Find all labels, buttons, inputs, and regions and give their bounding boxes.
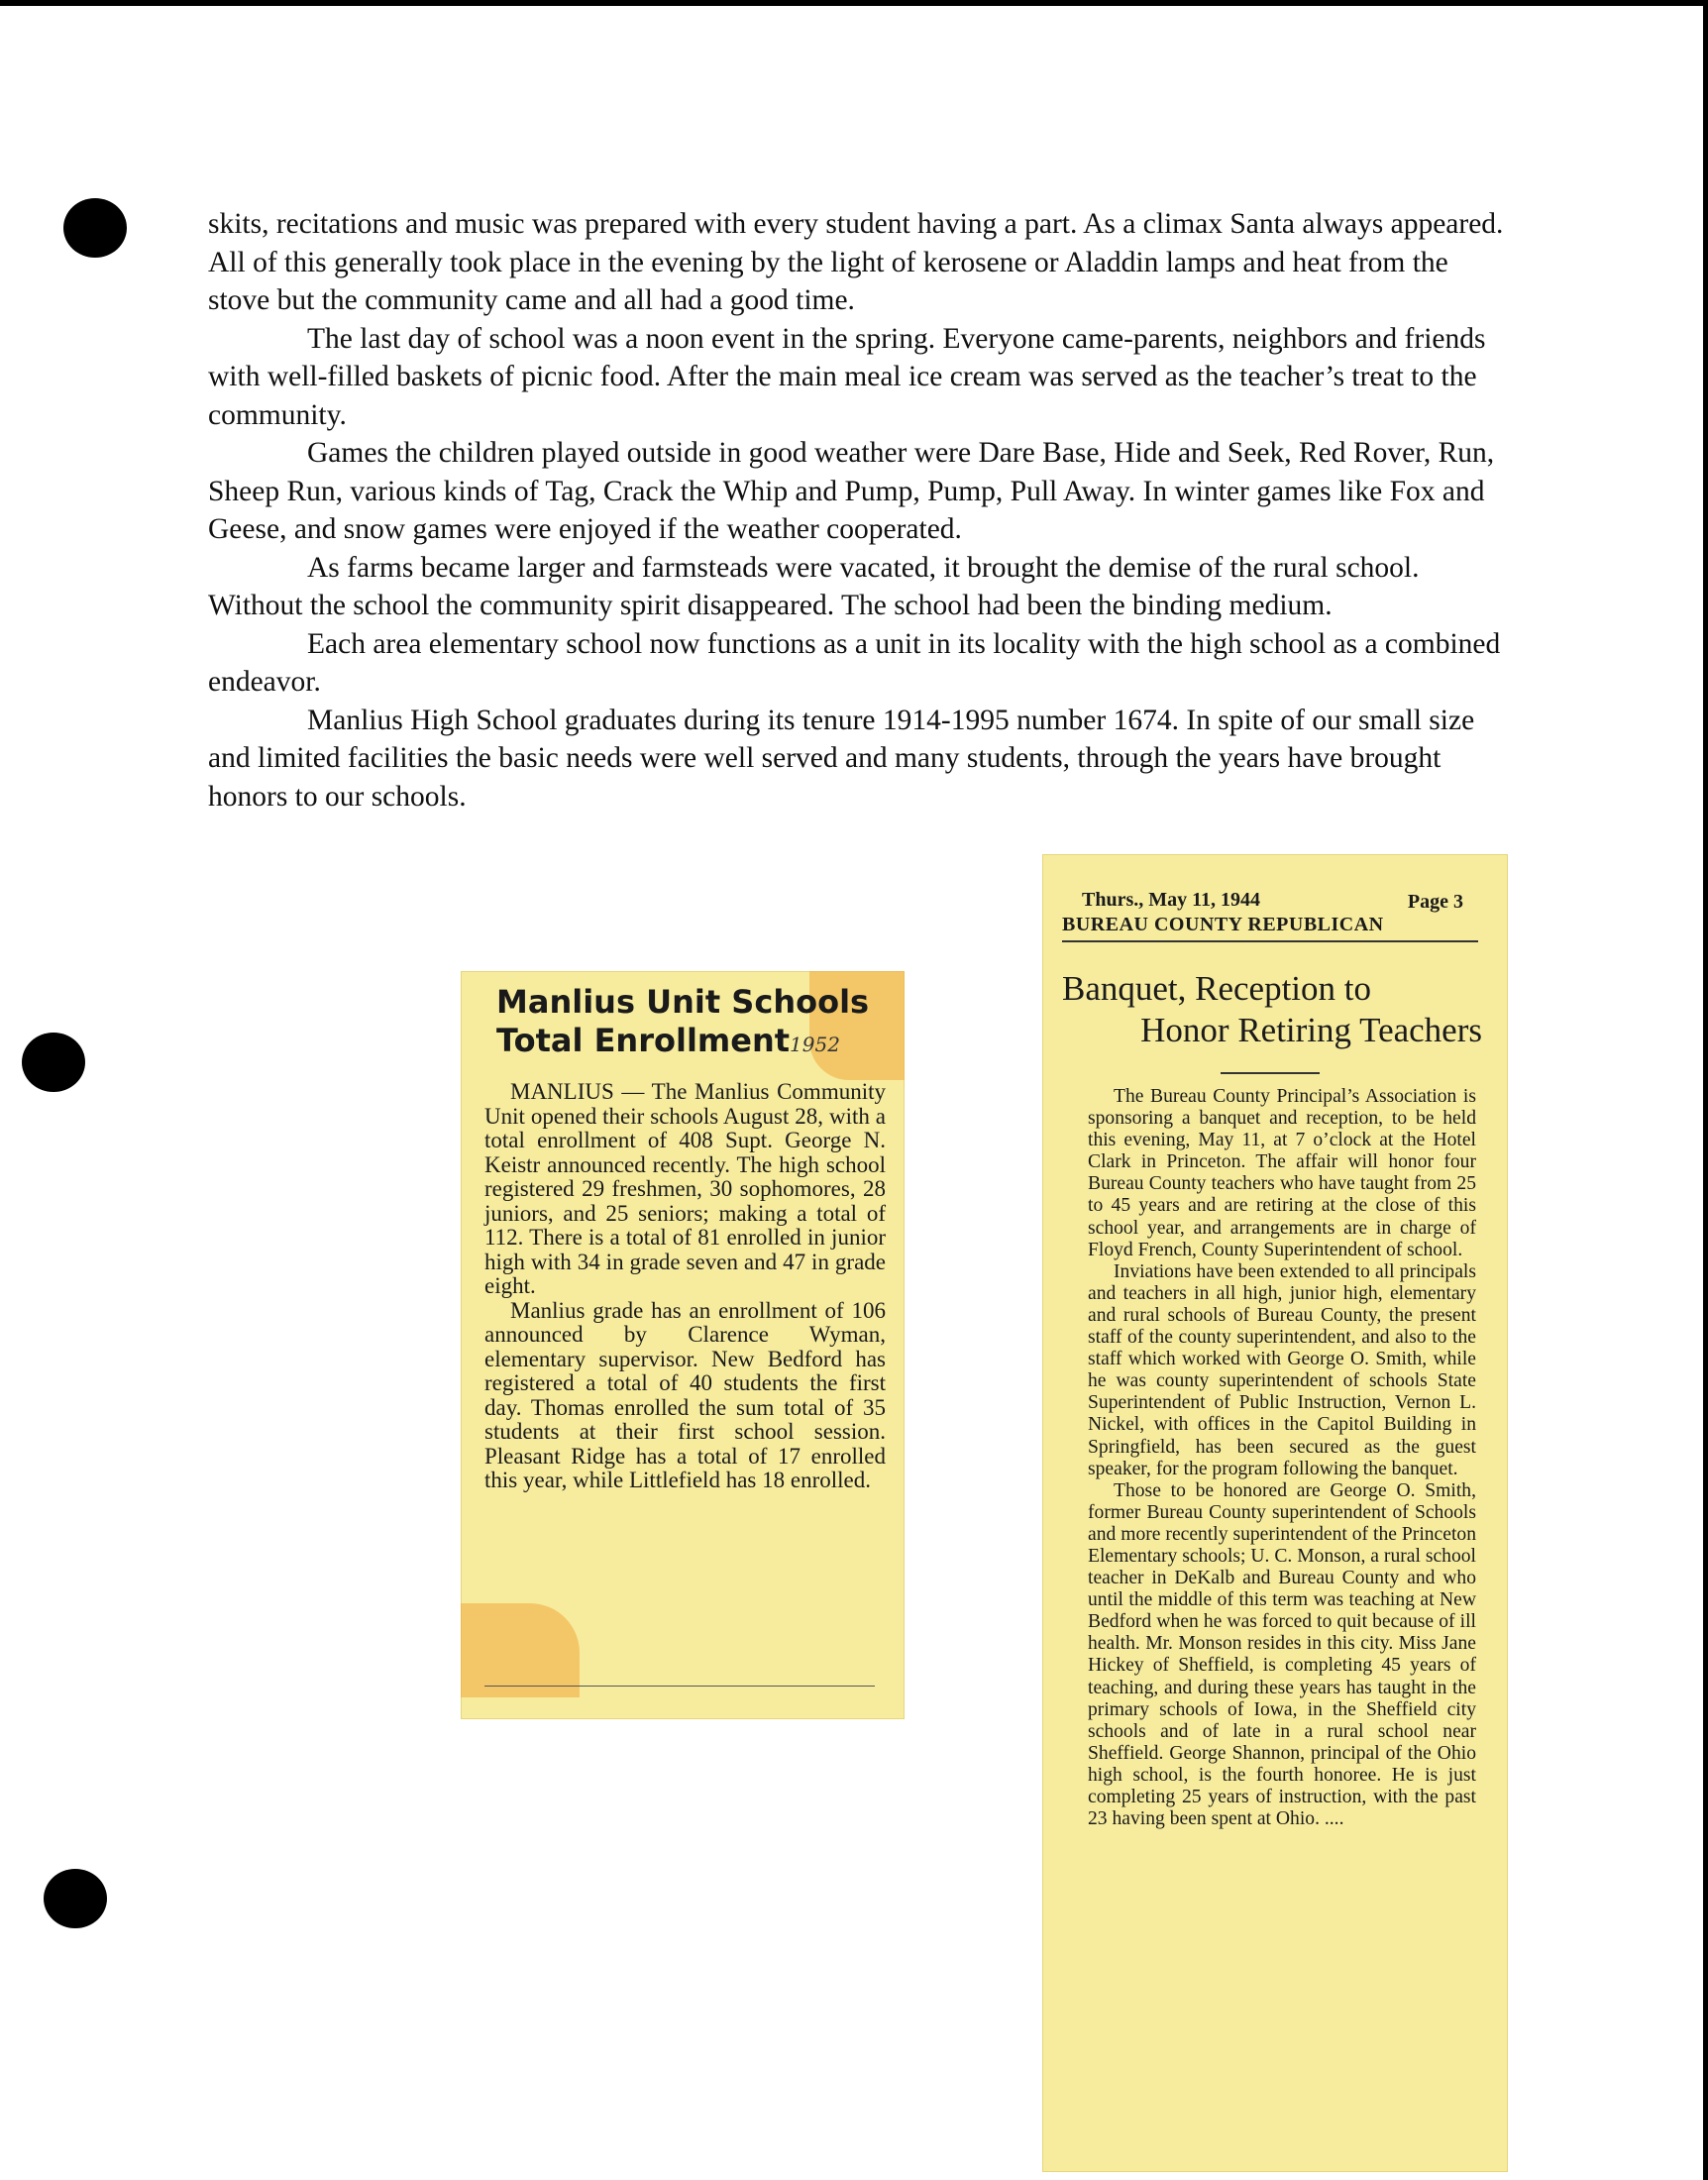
handwritten-year: 1952: [790, 1033, 840, 1056]
paragraph: The last day of school was a noon event in the spring. Everyone came-parents, neighbors and friends with well-filled baskets of picnic food. After the main meal ice cream was served as the teacher’s treat to the community.: [208, 322, 1486, 431]
divider: [1221, 1072, 1320, 1074]
clipping-body: [484, 1080, 886, 1493]
clipping-paragraph: Inviations have been extended to all principals and teachers in all high, junior high, elementary and rural schools of Bureau County, the present staff of the county superintendent, and also to the staff which worked with George O. Smith, while he was county superintendent of schools State Superintendent of Public Instruction, Vernon L. Nickel, with offices in the Capitol Building in Springfield, has been secured as the guest speaker, for the program following the banquet.: [1088, 1260, 1476, 1479]
scan-border-top: [0, 0, 1708, 6]
headline-text: Manlius Unit Schools Total Enrollment: [496, 983, 870, 1059]
paragraph: skits, recitations and music was prepared with every student having a part. As a climax Santa always appeared. All of this generally took place in the evening by the light of kerosene or Aladdin lamps and heat from the stove but the community came and all had a good time.: [208, 208, 1504, 316]
clipping-paragraph: Those to be honored are George O. Smith, former Bureau County superintendent of Schools and more recently superintendent of the Princeton Elementary schools; U. C. Monson, a rural school teacher in DeKalb and Bureau County and who until the middle of this term was teaching at New Bedford when he was forced to quit because of ill health. Mr. Monson resides in this city. Miss Jane Hickey of Sheffield, is completing 45 years of teaching, and during these years has taught in the primary schools of Iowa, in the Sheffield city schools and of late in a rural school near Sheffield. George Shannon, principal of the Ohio high school, is the fourth honoree. He is just completing 25 years of instruction, with the past 23 having been spent at Ohio. ....: [1088, 1479, 1476, 1830]
divider: [484, 1686, 875, 1687]
headline-line: Banquet, Reception to: [1062, 969, 1372, 1008]
paragraph: Manlius High School graduates during its tenure 1914-1995 number 1674. In spite of our small size and limited facilities the basic needs were well served and many students, through the years have brought honors to our schools.: [208, 704, 1475, 813]
clipping-page: Page 3: [1407, 891, 1463, 913]
clipping-headline: [496, 983, 893, 1064]
typed-history-text: [208, 205, 1506, 816]
clipping-body: [1088, 1086, 1476, 1830]
newspaper-clipping-enrollment: [461, 971, 905, 1719]
binder-hole-top: [63, 198, 127, 258]
newspaper-name: BUREAU COUNTY REPUBLICAN: [1062, 914, 1478, 942]
clipping-paragraph: The Bureau County Principal’s Association is sponsoring a banquet and reception, to be held this evening, May 11, at 7 o’clock at the Hotel Clark in Princeton. The affair will honor four Bureau County teachers who have taught from 25 to 45 years and are retiring at the close of this school year, and arrangements are in charge of Floyd French, County Superintendent of school.: [1088, 1086, 1476, 1260]
paragraph: As farms became larger and farmsteads were vacated, it brought the demise of the rural school. Without the school the community spirit disappeared. The school had been the binding medium.: [208, 551, 1420, 621]
clipping-headline: [1062, 968, 1498, 1051]
clipping-date: Thurs., May 11, 1944: [1082, 889, 1261, 911]
paragraph: Each area elementary school now functions as a unit in its locality with the high school as a combined endeavor.: [208, 627, 1501, 698]
clipping-paragraph: MANLIUS — The Manlius Community Unit opened their schools August 28, with a total enrollment of 408 Supt. George N. Keistr announced recently. The high school registered 29 freshmen, 30 sophomores, 28 juniors, and 25 seniors; making a total of 112. There is a total of 81 enrolled in junior high with 34 in grade seven and 47 in grade eight.: [484, 1079, 886, 1298]
binder-hole-middle: [22, 1033, 85, 1092]
newspaper-clipping-banquet: [1042, 854, 1508, 2172]
binder-hole-bottom: [44, 1869, 107, 1928]
scan-border-right: [1703, 0, 1708, 2180]
headline-line: Honor Retiring Teachers: [1140, 1011, 1482, 1049]
clipping-paragraph: Manlius grade has an enrollment of 106 announced by Clarence Wyman, elementary supervisor. New Bedford has registered a total of 40 students the first day. Thomas enrolled the sum total of 35 students at their first school session. Pleasant Ridge has a total of 17 enrolled this year, while Littlefield has 18 enrolled.: [484, 1297, 886, 1492]
paragraph: Games the children played outside in good weather were Dare Base, Hide and Seek, Red Rover, Run, Sheep Run, various kinds of Tag, Crack the Whip and Pump, Pump, Pull Away. In winter games like Fox and Geese, and snow games were enjoyed if the weather cooperated.: [208, 437, 1495, 545]
tape-stain: [461, 1603, 580, 1697]
